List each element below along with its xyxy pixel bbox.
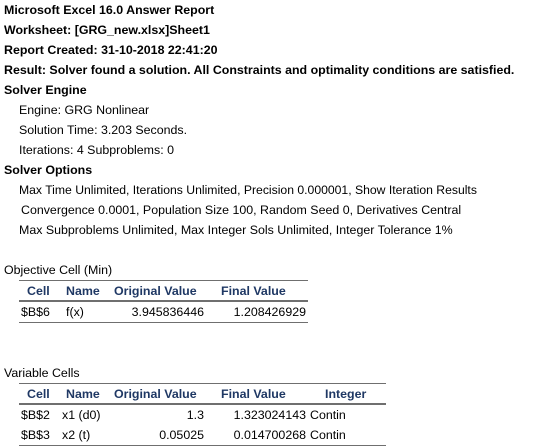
iterations-line: Iterations: 4 Subproblems: 0 (19, 143, 174, 157)
objective-col-final: Final Value (221, 284, 286, 298)
variable-cell-ref: $B$2 (21, 408, 50, 422)
variable-final-value: 1.323024143 (233, 408, 306, 422)
options-line-2: Convergence 0.0001, Population Size 100, Random Seed 0, Derivatives Central (21, 203, 462, 217)
variable-original-value: 0.05025 (159, 428, 204, 442)
report-title: Microsoft Excel 16.0 Answer Report (4, 3, 215, 17)
objective-final-value: 1.208426929 (233, 305, 306, 319)
engine-line: Engine: GRG Nonlinear (19, 103, 150, 117)
result-line: Result: Solver found a solution. All Constraints and optimality conditions are satisfied. (4, 63, 515, 77)
objective-col-original: Original Value (114, 284, 197, 298)
variable-cell-name: x2 (t) (62, 428, 91, 442)
variable-cell-name: x1 (d0) (62, 408, 101, 422)
worksheet-line: Worksheet: [GRG_new.xlsx]Sheet1 (4, 23, 210, 37)
report-created-line: Report Created: 31-10-2018 22:41:20 (4, 43, 218, 57)
solver-engine-heading: Solver Engine (4, 83, 87, 97)
options-line-3: Max Subproblems Unlimited, Max Integer Sols Unlimited, Integer Tolerance 1% (19, 223, 453, 237)
variable-cell-ref: $B$3 (21, 428, 50, 442)
objective-original-value: 3.945836446 (131, 305, 204, 319)
variable-original-value: 1.3 (186, 408, 204, 422)
objective-cell-name: f(x) (66, 305, 84, 319)
variables-heading: Variable Cells (4, 366, 80, 380)
objective-heading: Objective Cell (Min) (4, 263, 113, 277)
variable-final-value: 0.014700268 (233, 428, 306, 442)
variables-bottom-rule (19, 445, 386, 446)
objective-col-cell: Cell (27, 284, 50, 298)
variable-integer: Contin (310, 428, 346, 442)
objective-bottom-rule (19, 322, 308, 323)
variables-col-final: Final Value (221, 387, 286, 401)
solution-time-line: Solution Time: 3.203 Seconds. (19, 123, 188, 137)
variables-col-original: Original Value (114, 387, 197, 401)
solver-options-heading: Solver Options (4, 163, 93, 177)
variable-integer: Contin (310, 408, 346, 422)
options-line-1: Max Time Unlimited, Iterations Unlimited, Precision 0.000001, Show Iteration Results (19, 183, 477, 197)
variables-col-cell: Cell (27, 387, 50, 401)
objective-col-name: Name (66, 284, 100, 298)
variables-col-integer: Integer (325, 387, 367, 401)
objective-cell-ref: $B$6 (21, 305, 50, 319)
variables-col-name: Name (66, 387, 100, 401)
